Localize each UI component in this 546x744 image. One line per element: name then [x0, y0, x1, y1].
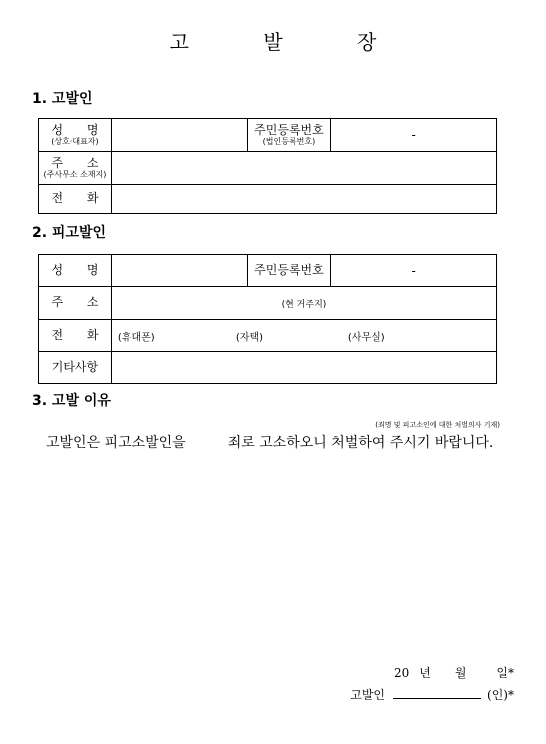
accused-id-field[interactable]: - [331, 255, 497, 287]
section-heading-complainant: 1. 고발인 [32, 91, 93, 107]
complainant-name-field[interactable] [111, 119, 247, 152]
month-label: 월 [454, 666, 467, 680]
complainant-id-field[interactable]: - [331, 119, 497, 152]
reason-note: (죄명 및 피고소인에 대한 처벌의사 기재) [375, 421, 500, 429]
section-heading-reason: 3. 고발 이유 [32, 393, 111, 409]
signer-label: 고발인 [350, 688, 386, 702]
reason-text-part1: 고발인은 피고소발인을 [46, 435, 186, 451]
complainant-address-sublabel: (주사무소 소재지) [43, 169, 107, 179]
accused-name-field[interactable] [111, 255, 247, 287]
document-title: 고 발 장 [169, 30, 411, 54]
complainant-id-sublabel: (법인등록번호) [262, 136, 316, 146]
complainant-name-label-cell [39, 119, 112, 152]
accused-name-label: 성 명 [51, 262, 109, 277]
reason-text [46, 432, 506, 454]
complainant-table [38, 118, 497, 214]
complainant-phone-label-cell [39, 185, 112, 214]
accused-phone-home-label: (자택) [235, 332, 264, 343]
accused-address-label-cell [39, 287, 112, 320]
accused-other-field[interactable] [111, 352, 496, 384]
accused-phone-office-label: (사무실) [347, 332, 385, 343]
section-heading-accused: 2. 피고발인 [32, 225, 107, 241]
complainant-name-sublabel: (상호·대표자) [51, 136, 99, 146]
accused-phone-label: 전 화 [51, 327, 109, 342]
complainant-address-label: 주 소 [51, 155, 109, 170]
complainant-id-label: 주민등록번호 [254, 122, 324, 137]
year-prefix: 20 [393, 666, 410, 680]
accused-other-label-cell [39, 352, 112, 384]
complainant-id-label-cell [247, 119, 331, 152]
complainant-name-label: 성 명 [51, 122, 109, 137]
year-label: 년 [419, 666, 431, 680]
accused-address-field[interactable] [111, 287, 496, 320]
accused-table [38, 254, 497, 384]
complainant-address-field[interactable] [111, 152, 496, 185]
accused-id-label: 주민등록번호 [254, 262, 324, 277]
accused-phone-field[interactable] [111, 320, 496, 352]
signature-line [0, 686, 514, 703]
accused-phone-label-cell [39, 320, 112, 352]
accused-id-label-cell [247, 255, 331, 287]
complainant-address-label-cell [39, 152, 112, 185]
day-label: 일* [496, 666, 514, 680]
accused-address-label: 주 소 [51, 295, 109, 310]
accused-name-label-cell [39, 255, 112, 287]
complainant-phone-field[interactable] [111, 185, 496, 214]
accused-address-note: (현 거주지) [281, 300, 327, 310]
complainant-phone-label: 전 화 [51, 191, 109, 206]
accused-other-label: 기타사항 [51, 359, 99, 374]
date-line [0, 664, 514, 681]
signature-blank[interactable] [393, 698, 481, 699]
reason-text-part2: 죄로 고소하오니 처벌하여 주시기 바랍니다. [227, 435, 494, 451]
accused-phone-mobile-label: (휴대폰) [117, 332, 155, 343]
seal-label: (인)* [487, 688, 514, 702]
